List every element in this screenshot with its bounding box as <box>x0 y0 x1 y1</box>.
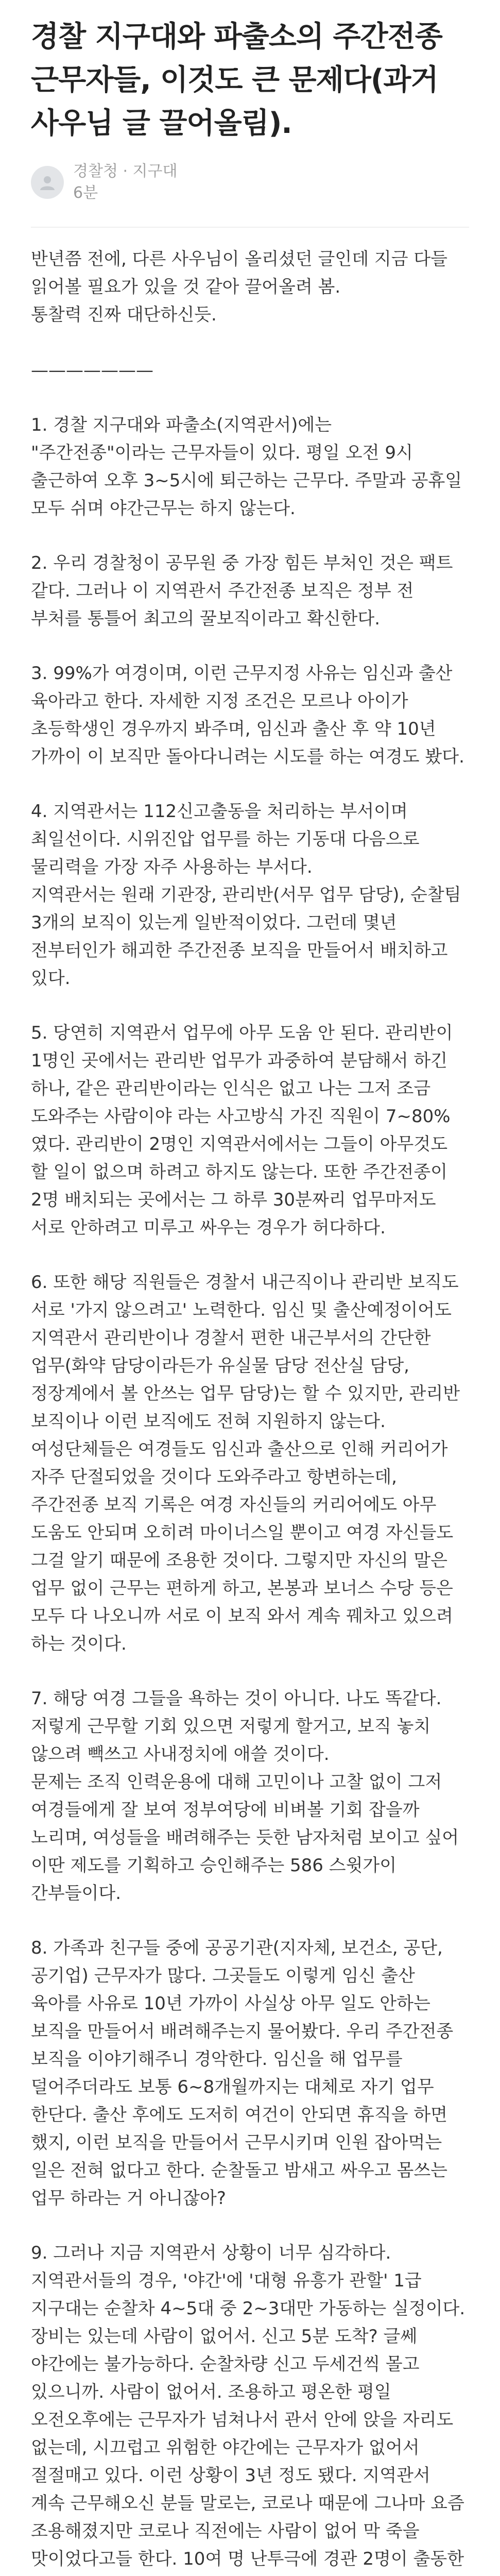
post-title: 경찰 지구대와 파출소의 주간전종 근무자들, 이것도 큰 문제다(과거 사우님 글 끌어올림). <box>31 20 442 140</box>
paragraph-5: 5. 당연히 지역관서 업무에 아무 도움 안 된다. 관리반이 1명인 곳에서는 관리반 업무가 과중하여 분담해서 하긴 하나, 같은 관리반이라는 인식은 없고 나는 그저 조금 도와주는 사람이야 라는 사고방식 가진 직원이 7~80% 였다. 관리반이 2명인 지역관서에서는 그들이 아무것도 할 일이 없으며 하려고 하지도 않는다. 또한 주간전종이 2명 배치되는 곳에서는 그 하루 30분짜리 업무마저도 서로 안하려고 미루고 싸우는 경우가 허다하다. <box>31 1023 453 1238</box>
avatar[interactable] <box>31 166 64 199</box>
paragraph-1: 1. 경찰 지구대와 파출소(지역관서)에는 "주간전종"이라는 근무자들이 있다. 평일 오전 9시 출근하여 오후 3~5시에 퇴근하는 근무다. 주말과 공휴일 모두 쉬며 야간근무는 하지 않는다. <box>31 415 462 519</box>
header-divider <box>31 227 469 228</box>
paragraph-3: 3. 99%가 여경이며, 이런 근무지정 사유는 임신과 출산 육아라고 한다. 자세한 지정 조건은 모르나 아이가 초등학생인 경우까지 봐주며, 임신과 출산 후 약 10년 가까이 이 보직만 돌아다니려는 시도를 하는 여경도 봤다. <box>31 663 464 767</box>
article-body <box>31 245 469 2576</box>
author-meta <box>31 162 469 203</box>
paragraph-8: 8. 가족과 친구들 중에 공공기관(지자체, 보건소, 공단, 공기업) 근무자가 많다. 그곳들도 이렇게 임신 출산 육아를 사유로 10년 가까이 사실상 아무 일도 안하는 보직을 만들어서 배려해주는지 물어봤다. 우리 주간전종 보직을 이야기해주니 경악한다. 임신을 해 업무를 덜어주더라도 보통 6~8개월까지는 대체로 자기 업무 한단다. 출산 후에도 도저히 여건이 안되면 휴직을 하면 했지, 이런 보직을 만들어서 근무시키며 인원 잡아먹는 일은 전혀 없다고 한다. 순찰돌고 밤새고 싸우고 몸쓰는 업무 하라는 거 아니잖아? <box>31 1938 454 2209</box>
paragraph-4: 4. 지역관서는 112신고출동을 처리하는 부서이며 최일선이다. 시위진압 업무를 하는 기동대 다음으로 물리력을 가장 자주 사용하는 부서다. 지역관서는 원래 기관장, 관리반(서무 업무 담당), 순찰팀 3개의 보직이 있는게 일반적이었다. 그런데 몇년 전부터인가 해괴한 주간전종 보직을 만들어서 배치하고 있다. <box>31 801 461 989</box>
post-time: 6분 <box>73 184 98 202</box>
paragraph-6: 6. 또한 해당 직원들은 경찰서 내근직이나 관리반 보직도 서로 '가지 않으려고' 노력한다. 임신 및 출산예정이어도 지역관서 관리반이나 경찰서 편한 내근부서의 간단한 업무(화약 담당이라든가 유실물 담당 전산실 담당, 정장계에서 볼 안쓰는 업무 담당)는 할 수 있지만, 관리반 보직이나 이런 보직에도 전혀 지원하지 않는다. 여성단체들은 여경들도 임신과 출산으로 인해 커리어가 자주 단절되었을 것이다 도와주라고 항변하는데, 주간전종 보직 기록은 여경 자신들의 커리어에도 아무 도움도 안되며 오히려 마이너스일 뿐이고 여경 자신들도 그걸 알기 때문에 조용한 것이다. 그렇지만 자신의 말은 업무 없이 근무는 편하게 하고, 본봉과 보너스 수당 등은 모두 다 나오니까 서로 이 보직 와서 계속 꿰차고 있으려 하는 것이다. <box>31 1272 460 1654</box>
paragraph-9: 9. 그러나 지금 지역관서 상황이 너무 심각하다. 지역관서들의 경우, '야간'에 '대형 유흥가 관할' 1급 지구대는 순찰차 4~5대 중 2~3대만 가동하는 실정이다. 장비는 있는데 사람이 없어서. 신고 5분 도착? 글쎄 야간에는 불가능하다. 순찰차량 신고 두세건씩 몰고 있으니까. 사람이 없어서. 조용하고 평온한 평일 오전오후에는 근무자가 넘쳐나서 관서 안에 앉을 자리도 없는데, 시끄럽고 위험한 야간에는 근무자가 없어서 절절매고 있다. 이런 상황이 3년 정도 됐다. 지역관서 계속 근무해오신 분들 말로는, 코로나 때문에 그나마 요즘 조용해졌지만 코로나 직전에는 사람이 없어 막 죽을 맛이었다고들 한다. 10여 명 난투극에 경관 2명이 출동한 <box>31 2243 465 2569</box>
paragraph-intro: 반년쯤 전에, 다른 사우님이 올리셨던 글인데 지금 다들 읽어볼 필요가 있을 것 같아 끌어올려 봄. 통찰력 진짜 대단하신듯. ——————— <box>31 249 448 381</box>
paragraph-2: 2. 우리 경찰청이 공무원 중 가장 힘든 부처인 것은 팩트 같다. 그러나 이 지역관서 주간전종 보직은 정부 전 부처를 통틀어 최고의 꿀보직이라고 확신한다. <box>31 553 453 629</box>
user-icon <box>39 174 56 191</box>
paragraph-7: 7. 해당 여경 그들을 욕하는 것이 아니다. 나도 똑같다. 저렇게 근무할 기회 있으면 저렇게 할거고, 보직 놓치 않으려 빽쓰고 사내정치에 애쓸 것이다. 문제는 조직 인력운용에 대해 고민이나 고찰 없이 그저 여경들에게 잘 보여 정부여당에 비벼볼 기회 잡을까 노리며, 여성들을 배려해주는 듯한 남자처럼 보이고 싶어 이딴 제도를 기획하고 승인해주는 586 스윗가이 간부들이다. <box>31 1688 459 1904</box>
author-info <box>73 162 178 203</box>
author-name[interactable]: 경찰청 · 지구대 <box>73 162 178 180</box>
